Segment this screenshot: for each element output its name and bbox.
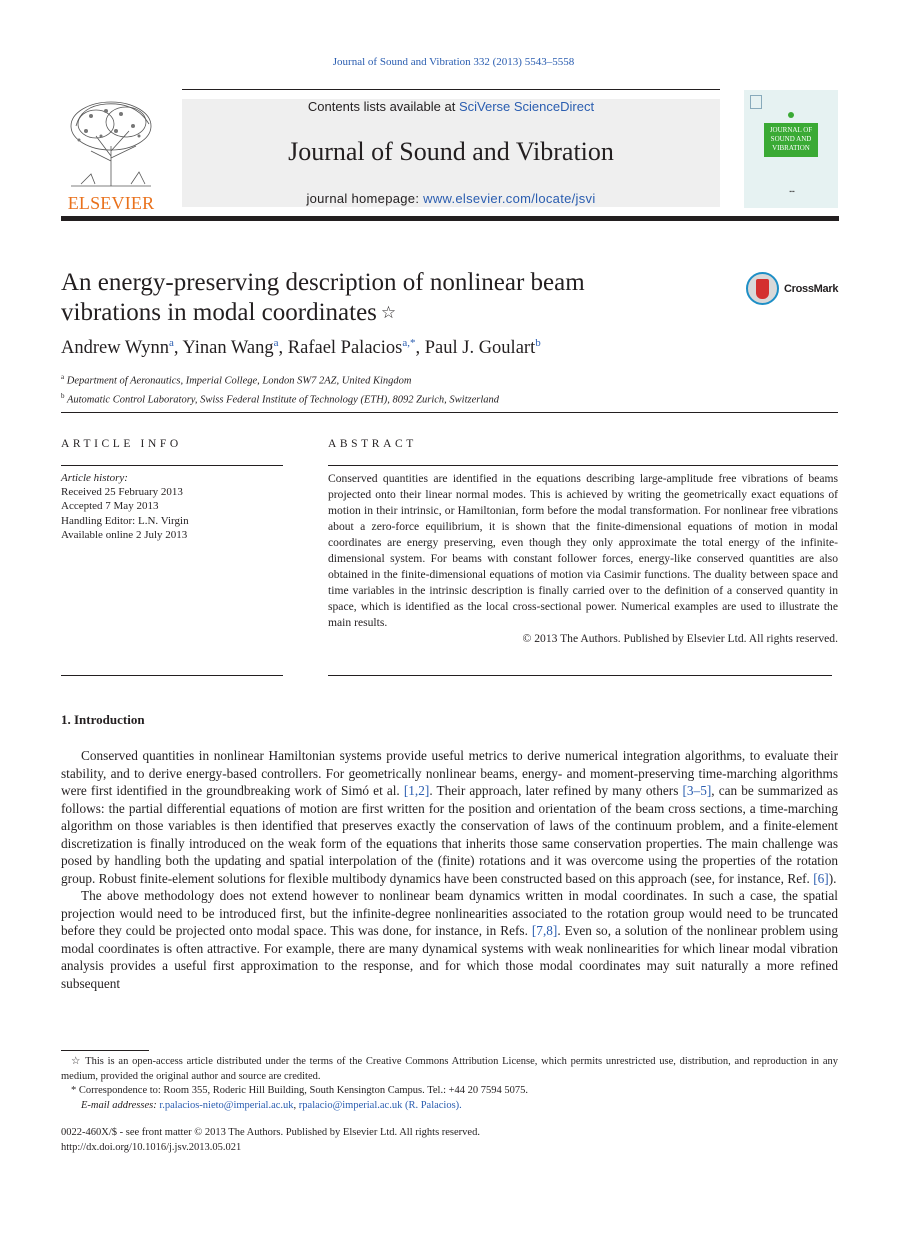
title-footnote-mark[interactable]: ☆ <box>380 303 397 322</box>
abstract-copyright: © 2013 The Authors. Published by Elsevier Ltd. All rights reserved. <box>522 632 838 645</box>
contents-prefix: Contents lists available at <box>307 99 459 114</box>
author-affiliation-mark[interactable]: a <box>273 337 279 349</box>
abstract-body <box>328 471 838 647</box>
journal-cover-thumbnail[interactable] <box>744 90 838 208</box>
crossmark-icon <box>746 272 779 305</box>
email-link[interactable]: r.palacios-nieto@imperial.ac.uk <box>159 1099 294 1111</box>
crossmark-label: CrossMark <box>784 283 839 295</box>
abstract-top-rule <box>328 465 838 466</box>
history-online: Available online 2 July 2013 <box>61 528 188 541</box>
homepage-prefix: journal homepage: <box>306 191 424 206</box>
author: Yinan Wang <box>182 338 274 359</box>
journal-citation[interactable]: Journal of Sound and Vibration 332 (2013) 5543–5558 <box>332 56 575 68</box>
section-heading-introduction: 1. Introduction <box>61 712 145 727</box>
intro-paragraph-1: Conserved quantities in nonlinear Hamiltonian systems provide useful metrics to derive numerical integration algorithms, to evaluate their stability, and to derive energy-based controllers. For geometrically nonlinear beams, energy- and moment-preserving time-marching algorithms were first identified in the groundbreaking work of Simó et al. [1,2]. Their approach, later refined by many others [3–5], can be summarized as follows: the partial differential equations of motion are first written for the position and orientation of the beam cross sections, a time-marching algorithm on those variables is then identified that preserves exactly the conservation of laws of the continuum problem, and a finite-element discretization is finally introduced on the weak form of the equations that inherits those same conservation properties. The main challenge was posed by handling both the updating and spatial interpolation of the (finite) rotations and it was overcome using the properties of the rotation group. Robust finite-element solutions for flexible multibody dynamics have been constructed based on this approach (see, for instance, Ref. [6]). <box>61 748 838 886</box>
elsevier-logo <box>61 96 161 211</box>
author-affiliation-mark[interactable]: a,* <box>402 337 416 349</box>
citation-link[interactable]: [3–5] <box>682 783 712 798</box>
author: Andrew Wynn <box>61 338 169 359</box>
footnote-license: ☆ This is an open-access article distributed under the terms of the Creative Commons Attribution License, which permits unrestricted use, distribution, and reproduction in any medium, provided the original author and source are credited. <box>61 1056 838 1082</box>
affiliation-rule <box>61 412 838 413</box>
crossmark-button[interactable] <box>746 272 846 308</box>
footnote-rule <box>61 1050 149 1051</box>
elsevier-wordmark: ELSEVIER <box>67 193 155 213</box>
author-affiliation-mark[interactable]: b <box>535 337 541 349</box>
footnotes <box>61 1055 838 1113</box>
info-bottom-rule <box>61 675 283 676</box>
abstract-heading: ABSTRACT <box>328 438 417 450</box>
header-divider <box>61 216 839 221</box>
author: Rafael Palacios <box>287 338 403 359</box>
cover-publisher-icon: ▪▪▪ <box>789 190 795 195</box>
journal-header <box>182 99 720 207</box>
citation-link[interactable]: [6] <box>813 870 829 886</box>
front-matter <box>61 1126 480 1155</box>
info-top-rule <box>61 465 283 466</box>
article-history <box>61 471 189 542</box>
title-line-2: vibrations in modal coordinates ☆ <box>61 299 397 326</box>
history-received: Received 25 February 2013 <box>61 486 183 499</box>
journal-name: Journal of Sound and Vibration <box>288 137 614 166</box>
history-editor: Handling Editor: L.N. Virgin <box>61 514 189 527</box>
cover-corner-icon <box>750 95 762 109</box>
citation-link[interactable]: [1,2] <box>403 783 430 798</box>
sciencedirect-link[interactable]: SciVerse ScienceDirect <box>458 99 595 114</box>
affiliations <box>61 370 499 407</box>
article-title <box>61 268 701 328</box>
footnote-email: E-mail addresses: r.palacios-nieto@imperial.ac.uk, rpalacio@imperial.ac.uk (R. Palacios). <box>81 1099 462 1111</box>
author-affiliation-mark[interactable]: a <box>168 337 174 349</box>
history-heading: Article history: <box>61 472 128 484</box>
title-line-1: An energy-preserving description of nonlinear beam <box>61 269 585 296</box>
affiliation-a: $^a$ Department of Aeronautics, Imperial College, London SW7 2AZ, United Kingdom <box>61 373 412 387</box>
article-info-heading: ARTICLE INFO <box>61 438 182 450</box>
issn-line: 0022-460X/$ - see front matter © 2013 The Authors. Published by Elsevier Ltd. All rights reserved. <box>61 1127 480 1138</box>
cover-title: JOURNAL OF SOUND AND VIBRATION <box>764 123 818 157</box>
cover-logo-icon <box>788 112 794 118</box>
affiliation-b: $^b$ Automatic Control Laboratory, Swiss Federal Institute of Technology (ETH), 8092 Zurich, Switzerland <box>61 391 499 405</box>
abstract-bottom-rule <box>328 675 832 676</box>
email-link[interactable]: rpalacio@imperial.ac.uk (R. Palacios). <box>298 1099 462 1111</box>
footnote-correspondence: * Correspondence to: Room 355, Roderic Hill Building, South Kensington Campus. Tel.: +44 20 7594 5075. <box>71 1085 529 1096</box>
doi-link[interactable]: http://dx.doi.org/10.1016/j.jsv.2013.05.021 <box>61 1141 242 1153</box>
author: Paul J. Goulart <box>424 338 536 359</box>
contents-line <box>182 99 720 114</box>
intro-paragraph-2: The above methodology does not extend however to nonlinear beam dynamics written in modal coordinates. In such a case, the spatial projection would need to be introduced first, but the infinite-degree nonlinearities associated to the rotation group would need to be truncated before they could be projected onto modal space. This was done, for instance, in Refs. [7,8]. Even so, a solution of the nonlinear problem using modal coordinates is often attractive. For example, there are many dynamical systems with weak nonlinearities for which linear modal vibration analysis provides a useful first approximation to the response, and for which those modal coordinates may suit naturally a more refined subsequent <box>61 888 838 991</box>
header-top-rule <box>182 89 720 90</box>
history-accepted: Accepted 7 May 2013 <box>61 500 159 513</box>
introduction-body <box>61 747 838 992</box>
author-list: Andrew Wynn$^a$, Yinan Wang$^a$, Rafael Palacios$^{a,*}$, Paul J. Goulart$^b$ <box>61 337 541 359</box>
homepage-line <box>182 191 720 206</box>
abstract-text: Conserved quantities are identified in the equations describing large-amplitude free vibrations of beams projected onto their linear normal modes. This is achieved by writing the geometrically exact equations of motion in their intrinsic, or Hamiltonian, form before the modal transformation. For nonlinear free vibrations about a zero-force equilibrium, it is shown that the finite-dimensional equations of motion in modal coordinates are energy preserving, even though they only approximate the total energy of the infinite-dimensional system. For beams with constant follower forces, energy-like conserved quantities are also obtained in the finite-dimensional equations of motion via Casimir functions. The duality between space and time variables in the intrinsic description is finally carried over to the definition of a conserved quantity in space, which is identified as the local cross-sectional power. Numerical examples are used to illustrate the main results. <box>328 472 838 629</box>
elsevier-tree-icon <box>61 96 161 188</box>
citation-link[interactable]: [7,8] <box>531 923 558 938</box>
homepage-link[interactable]: www.elsevier.com/locate/jsvi <box>423 191 596 206</box>
